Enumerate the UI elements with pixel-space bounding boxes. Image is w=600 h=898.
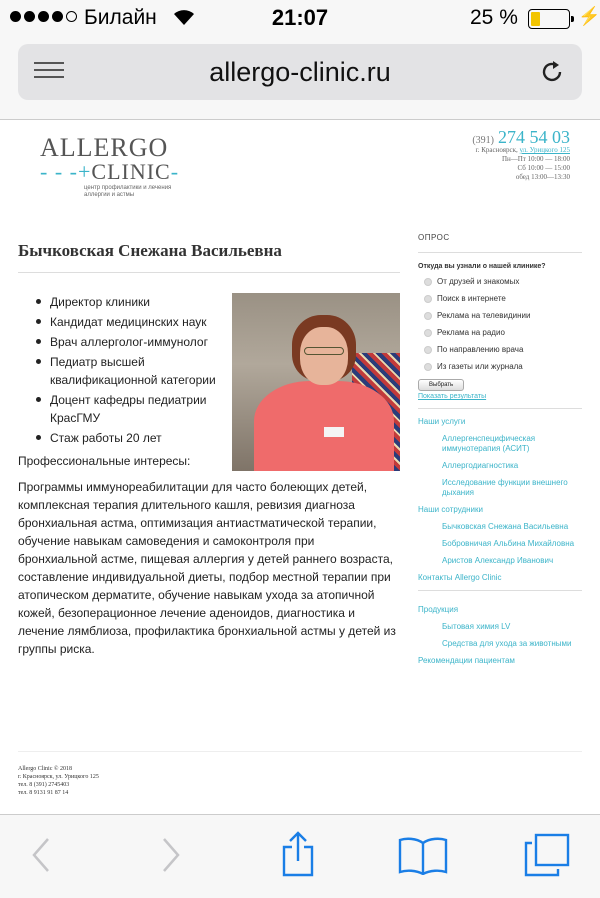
list-item: Кандидат медицинских наук [36,313,226,331]
divider [18,272,400,273]
nav-staff-bobrovnichaya[interactable]: Бобровничая Альбина Михайловна [442,539,575,548]
hours-saturday: Сб 10:00 — 15:00 [517,164,570,172]
forward-icon[interactable] [160,837,182,873]
web-page [0,121,600,811]
logo-clinic-text: CLINIC [91,159,171,184]
city: г. Красноярск, [475,146,518,154]
list-item: Доцент кафедры педиатрии КрасГМУ [36,391,226,427]
reload-icon[interactable] [538,58,566,86]
bookmarks-icon[interactable] [398,835,448,875]
logo-line2: - - -+CLINIC- [40,159,180,184]
url-text[interactable]: allergo-clinic.ru [209,57,391,87]
footer-phone1: тел. 8 (391) 2745403 [18,782,70,788]
footer-phone2: тел. 8 9131 91 87 14 [18,790,69,796]
nav-contacts[interactable]: Контакты Allergo Clinic [418,573,502,582]
list-item: Директор клиники [36,293,226,311]
show-results-link[interactable]: Показать результаты [418,393,487,400]
radio-icon[interactable] [424,346,432,354]
contact-block [472,127,570,182]
nav-staff-aristov[interactable]: Аристов Александр Иванович [442,556,554,565]
poll-option[interactable]: Реклама на телевидинии [418,307,582,324]
browser-toolbar [0,814,600,898]
radio-icon[interactable] [424,295,432,303]
browser-address-area [0,36,600,120]
sidebar [418,233,582,673]
poll-option[interactable]: По направлению врача [418,341,582,358]
doctor-photo [232,293,400,471]
radio-icon[interactable] [424,278,432,286]
street-link[interactable]: ул. Урицкого 125 [519,146,570,154]
radio-icon[interactable] [424,312,432,320]
back-icon[interactable] [30,837,52,873]
phone-number[interactable]: 274 54 03 [498,127,570,147]
battery-icon [528,9,570,29]
footer [18,765,99,797]
carrier-name: Билайн [84,6,157,29]
tabs-icon[interactable] [524,833,570,877]
list-item: Стаж работы 20 лет [36,429,226,447]
vote-button[interactable]: Выбрать [418,379,464,391]
poll-option[interactable]: Из газеты или журнала [418,358,582,375]
poll-question: Откуда вы узнали о нашей клинике? [418,263,546,270]
nav-service-asit[interactable]: Аллергенспецифическая иммунотерапия (АСИТ) [442,434,536,453]
logo-line1: ALLERGO [40,133,169,162]
nav-product-lv[interactable]: Бытовая химия LV [442,622,511,631]
interests-heading: Профессиональные интересы: [18,454,191,468]
address [472,146,570,155]
logo-tagline: центр профилактики и лечения аллергии и астмы [84,185,172,198]
footer-copyright: Allergo Clinic © 2018 [18,766,72,772]
nav-service-breathing[interactable]: Исследование функции внешнего дыхания [442,478,568,497]
list-item: Педиатр высшей квалификационной категории [36,353,226,389]
poll-title: ОПРОС [418,233,450,242]
hours-lunch: обед 13:00—13:30 [515,173,570,181]
nav-staff-bychkovskaya[interactable]: Бычковская Снежана Васильевна [442,522,569,531]
charging-icon: ⚡ [578,6,600,26]
phone-code: (391) [472,135,494,146]
nav-service-diagnostics[interactable]: Аллергодиагностика [442,461,519,470]
radio-icon[interactable] [424,329,432,337]
nav-products[interactable]: Продукция [418,605,459,614]
battery-percent: 25 % [470,6,518,29]
interests-text: Программы иммунореабилитации для часто болеющих детей, комплексная терапия длительного кашля, ревизия диагноза бронхиальная астма, оптимизация антиастматической терапии, обучение навыкам самоведения и самоконтроля при бронхиальной астме, пищевая аллергия у детей раннего возраста, составление индивидуальной диеты, подбор местной терапии при атопическом дерматите, обучение навыкам ухода за атопичной кожей, безоперационное лечение аденоидов, диагностика и лечение лямблиоза, профилактика бронхиальной астмы у детей из группы риска. [18,480,396,656]
poll-option[interactable]: Поиск в интернете [418,290,582,307]
page-title: Бычковская Снежана Васильевна [18,241,282,260]
doctor-credentials [36,293,226,449]
nav-product-pets[interactable]: Средства для ухода за животными [442,639,572,648]
nav-staff[interactable]: Наши сотрудники [418,505,483,514]
status-bar [0,0,600,36]
nav-services[interactable]: Наши услуги [418,417,466,426]
clock: 21:07 [271,5,329,30]
nav-recommendations[interactable]: Рекомендации пациентам [418,656,515,665]
hours-weekday: Пн—Пт 10:00 — 18:00 [501,155,570,163]
list-item: Врач аллерголог-иммунолог [36,333,226,351]
poll-option[interactable]: От друзей и знакомых [418,273,582,290]
footer-address: г. Красноярск, ул. Урицкого 125 [18,774,99,780]
address-bar[interactable] [18,44,582,100]
share-icon[interactable] [280,831,316,877]
radio-icon[interactable] [424,363,432,371]
footer-divider [18,751,582,752]
poll-option[interactable]: Реклама на радио [418,324,582,341]
clinic-logo[interactable] [40,133,194,199]
